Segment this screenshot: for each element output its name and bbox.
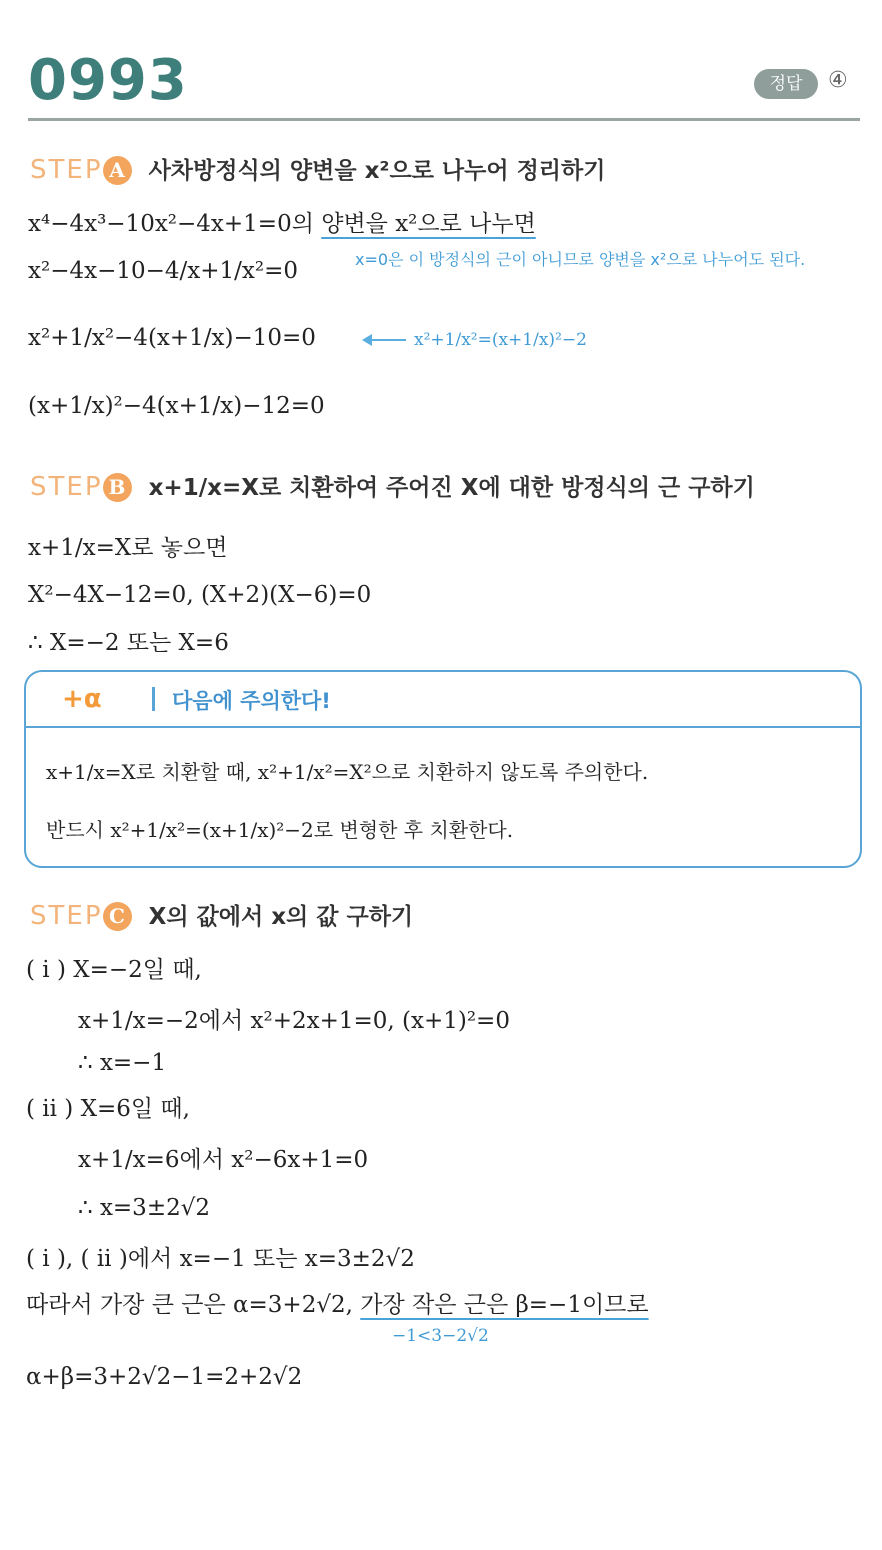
- final-answer-line: α+β=3+2√2−1=2+2√2: [26, 1364, 303, 1390]
- problem-number: 0993: [28, 48, 188, 113]
- step-b-header: [30, 469, 755, 502]
- header-divider: [28, 118, 860, 121]
- step-a-hint: x²+1/x²=(x+1/x)²−2: [414, 330, 587, 350]
- tip-box-body: [24, 726, 862, 868]
- step-a-line1-underlined: 양변을 x²으로 나누면: [321, 211, 536, 237]
- step-a-note: x=0은 이 방정식의 근이 아니므로 양변을 x²으로 나누어도 된다.: [355, 250, 806, 269]
- step-a-line3: x²+1/x²−4(x+1/x)−10=0: [28, 325, 316, 351]
- case-ii-header: ( ii ) X=6일 때,: [26, 1096, 190, 1122]
- plus-alpha-icon: +α: [62, 684, 102, 714]
- step-a-line1-text: x⁴−4x³−10x²−4x+1=0의: [28, 211, 322, 237]
- step-b-line2: X²−4X−12=0, (X+2)(X−6)=0: [28, 582, 372, 608]
- case-i-result: ∴ x=−1: [78, 1050, 167, 1076]
- step-c-circle: C: [103, 902, 132, 931]
- smallest-root-underlined: 가장 작은 근은 β=−1이므로: [360, 1292, 649, 1318]
- case-i-header: ( i ) X=−2일 때,: [26, 957, 202, 983]
- tip-line1: x+1/x=X로 치환할 때, x²+1/x²=X²으로 치환하지 않도록 주의한다.: [46, 760, 649, 784]
- combined-roots: ( i ), ( ii )에서 x=−1 또는 x=3±2√2: [26, 1246, 415, 1272]
- step-b-line1: x+1/x=X로 놓으면: [28, 535, 228, 561]
- step-a-header: [30, 152, 605, 185]
- case-ii-equation: x+1/x=6에서 x²−6x+1=0: [78, 1147, 369, 1173]
- case-i-equation: x+1/x=−2에서 x²+2x+1=0, (x+1)²=0: [78, 1008, 510, 1034]
- case-ii-result: ∴ x=3±2√2: [78, 1195, 211, 1221]
- tip-title: 다음에 주의한다!: [172, 689, 331, 713]
- step-b-label: STEP: [30, 472, 103, 502]
- step-c-label: STEP: [30, 901, 103, 931]
- step-b-title: x+1/x=X로 치환하여 주어진 X에 대한 방정식의 근 구하기: [148, 475, 755, 501]
- step-a-line2: x²−4x−10−4/x+1/x²=0: [28, 258, 298, 284]
- step-c-header: [30, 898, 413, 931]
- answer-value: ④: [828, 68, 848, 93]
- tip-line2: 반드시 x²+1/x²=(x+1/x)²−2로 변형한 후 치환한다.: [46, 818, 514, 842]
- largest-root-text: 따라서 가장 큰 근은 α=3+2√2,: [26, 1292, 361, 1318]
- step-b-circle: B: [103, 473, 132, 502]
- tip-divider: [152, 687, 155, 711]
- step-a-circle: A: [103, 156, 132, 185]
- step-b-line3: ∴ X=−2 또는 X=6: [28, 630, 229, 656]
- hint-arrow-icon: [362, 334, 372, 346]
- hint-arrow-line: [366, 339, 406, 341]
- step-a-line4: (x+1/x)²−4(x+1/x)−12=0: [28, 393, 325, 419]
- smallest-root-note: −1<3−2√2: [392, 1326, 489, 1346]
- step-c-title: X의 값에서 x의 값 구하기: [148, 904, 414, 930]
- step-a-line1: [28, 205, 536, 238]
- answer-badge: 정답: [754, 69, 818, 99]
- step-a-label: STEP: [30, 155, 103, 185]
- tip-box-header: [24, 670, 862, 727]
- largest-smallest-line: [26, 1286, 649, 1319]
- step-a-title: 사차방정식의 양변을 x²으로 나누어 정리하기: [148, 158, 606, 184]
